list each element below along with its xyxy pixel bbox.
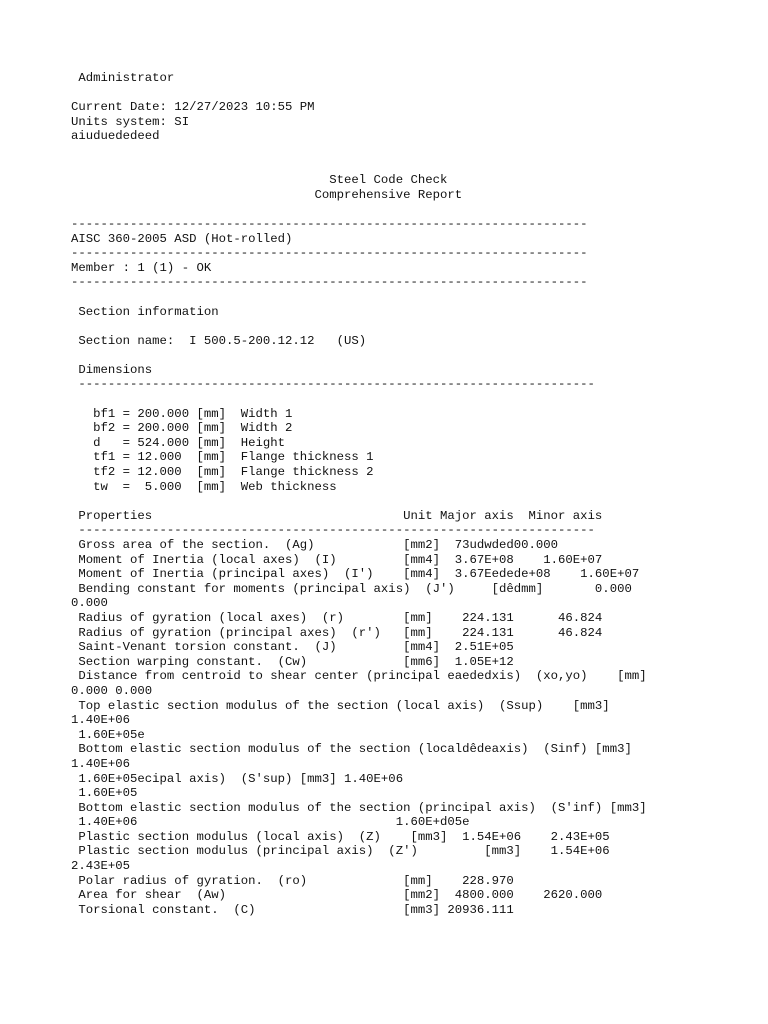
report-line: 1.60E+05ecipal axis) (S'sup) [mm3] 1.40E+06 bbox=[71, 771, 404, 786]
blank-line bbox=[71, 392, 761, 407]
report-line: Units system: SI bbox=[71, 114, 190, 129]
blank-line bbox=[71, 290, 761, 305]
report-line: Polar radius of gyration. (ro) [mm] 228.970 bbox=[71, 873, 514, 888]
report-line: Torsional constant. (C) [mm3] 20936.111 bbox=[71, 902, 514, 917]
report-line: Moment of Inertia (principal axes) (I') [mm4] 3.67Eedede+08 1.60E+07 bbox=[71, 567, 640, 582]
report-line: 1.60E+05 bbox=[71, 786, 138, 801]
report-line: Radius of gyration (local axes) (r) [mm] 224.131 46.824 bbox=[71, 610, 603, 625]
report-line: Member : 1 (1) - OK bbox=[71, 260, 212, 275]
report-line: d = 524.000 [mm] Height bbox=[71, 435, 286, 450]
report-line: 1.60E+05e bbox=[71, 727, 145, 742]
report-line: Bottom elastic section modulus of the section (localdêdeaxis) (Sinf) [mm3] bbox=[71, 742, 632, 757]
report-line: 0.000 0.000 bbox=[71, 683, 153, 698]
report-line: 2.43E+05 bbox=[71, 859, 131, 874]
report-line: Section warping constant. (Cw) [mm6] 1.05E+12 bbox=[71, 654, 514, 669]
report-line: 1.40E+06 1.60E+d05e bbox=[71, 815, 470, 830]
report-line: 1.40E+06 bbox=[71, 756, 131, 771]
report-line: Gross area of the section. (Ag) [mm2] 73udwded00.000 bbox=[71, 538, 559, 552]
report-line: Dimensions bbox=[71, 362, 153, 377]
report-line: Saint-Venant torsion constant. (J) [mm4] 2.51E+05 bbox=[71, 640, 514, 655]
report-line: Administrator bbox=[71, 71, 175, 85]
report-line: tw = 5.000 [mm] Web thickness bbox=[71, 479, 337, 494]
report-line: Distance from centroid to shear center (principal eaededxis) (xo,yo) [mm] bbox=[71, 669, 647, 684]
report-line: ---------------------------------------------------------------------- bbox=[71, 216, 588, 231]
blank-line bbox=[71, 159, 761, 174]
report-line: ---------------------------------------------------------------------- bbox=[71, 275, 588, 290]
report-line: AISC 360-2005 ASD (Hot-rolled) bbox=[71, 231, 293, 246]
report-line: 1.40E+06 bbox=[71, 713, 131, 728]
report-line: Bottom elastic section modulus of the section (principal axis) (S'inf) [mm3] bbox=[71, 800, 647, 815]
report-line: Steel Code Check bbox=[71, 173, 448, 188]
blank-line bbox=[71, 202, 761, 217]
report-line: 0.000 bbox=[71, 596, 108, 611]
report-line: Comprehensive Report bbox=[71, 187, 463, 202]
report-line: aiuduededeed bbox=[71, 129, 160, 144]
report-line: tf2 = 12.000 [mm] Flange thickness 2 bbox=[71, 465, 374, 480]
blank-line bbox=[71, 348, 761, 363]
report-line: Top elastic section modulus of the section (local axis) (Ssup) [mm3] bbox=[71, 698, 610, 713]
report-line: bf2 = 200.000 [mm] Width 2 bbox=[71, 421, 293, 436]
report-line: tf1 = 12.000 [mm] Flange thickness 1 bbox=[71, 450, 374, 465]
report-line: Radius of gyration (principal axes) (r') [mm] 224.131 46.824 bbox=[71, 625, 603, 640]
report-line: ---------------------------------------------------------------------- bbox=[71, 523, 595, 538]
blank-line bbox=[71, 319, 761, 334]
report-line: Bending constant for moments (principal axis) (J') [dêdmm] 0.000 bbox=[71, 581, 632, 596]
report-text bbox=[71, 71, 761, 917]
report-line: Section information bbox=[71, 304, 219, 319]
report-line: Moment of Inertia (local axes) (I) [mm4] 3.67E+08 1.60E+07 bbox=[71, 552, 603, 567]
report-line: Plastic section modulus (principal axis) (Z') [mm3] 1.54E+06 bbox=[71, 844, 610, 859]
blank-line bbox=[71, 494, 761, 509]
blank-line bbox=[71, 144, 761, 159]
report-line: bf1 = 200.000 [mm] Width 1 bbox=[71, 406, 293, 421]
report-line: ---------------------------------------------------------------------- bbox=[71, 246, 588, 261]
report-line: Area for shear (Aw) [mm2] 4800.000 2620.000 bbox=[71, 888, 603, 903]
report-line: ---------------------------------------------------------------------- bbox=[71, 377, 595, 392]
report-line: Section name: I 500.5-200.12.12 (US) bbox=[71, 333, 367, 348]
report-line: Current Date: 12/27/2023 10:55 PM bbox=[71, 100, 315, 115]
blank-line bbox=[71, 86, 761, 101]
report-line: Properties Unit Major axis Minor axis bbox=[71, 508, 603, 523]
report-line: Plastic section modulus (local axis) (Z) [mm3] 1.54E+06 2.43E+05 bbox=[71, 829, 610, 844]
